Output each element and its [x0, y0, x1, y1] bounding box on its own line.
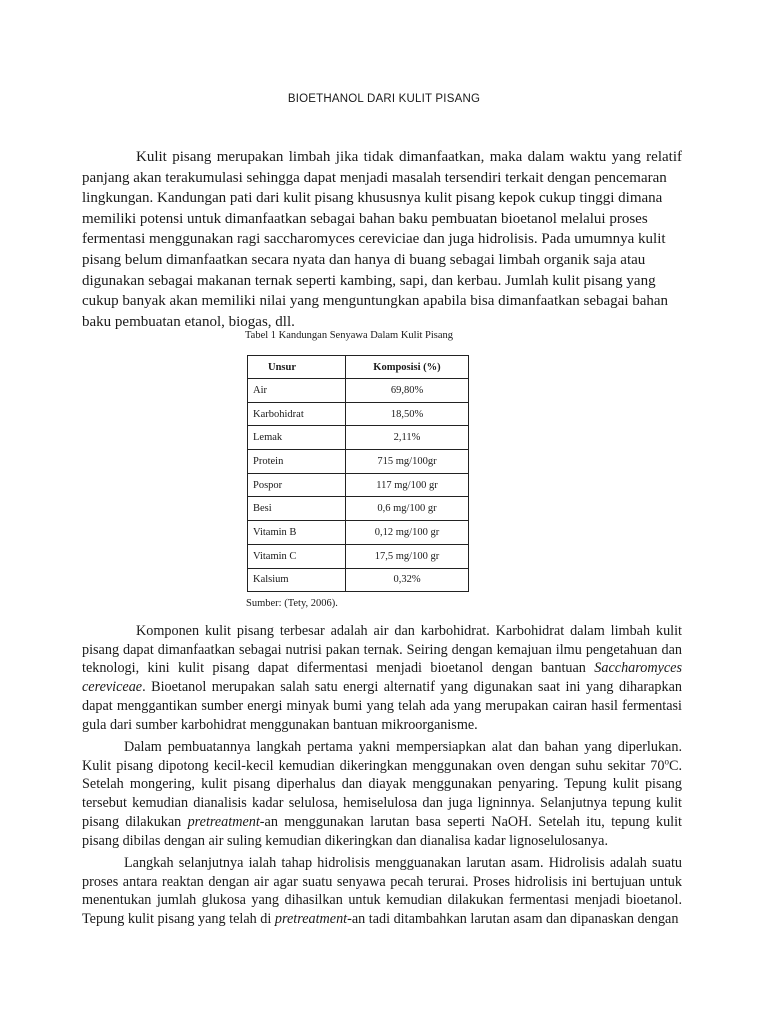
paragraph-line: lingkungan. Kandungan pati dari kulit pisang khususnya kulit pisang kepok cukup tinggi dimana — [82, 190, 663, 207]
degree-superscript: o — [664, 755, 669, 766]
table-cell-element: Vitamin B — [248, 521, 346, 545]
paragraph-preparation — [82, 738, 682, 850]
paragraph-text: . Bioetanol merupakan salah satu energi alternatif yang digunakan saat ini yang diharapkan dapat menggantikan sumber energi minyak bumi yang telah ada yang merupakan cairan hasil fermentasi gula dari sumber karbohidrat menggunakan bantuan mikroorganisme. — [82, 679, 682, 733]
table-cell-composition: 0,32% — [346, 568, 469, 592]
paragraph-line: pisang belum dimanfaatkan secara nyata dan hanya di buang sebagai limbah organik saja atau — [82, 251, 646, 268]
table-cell-element: Kalsium — [248, 568, 346, 592]
paragraph-line: Kulit pisang merupakan limbah jika tidak dimanfaatkan, maka dalam waktu yang relatif — [136, 149, 682, 165]
paragraph-components — [82, 622, 682, 734]
table-cell-composition: 18,50% — [346, 402, 469, 426]
table-cell-composition: 117 mg/100 gr — [346, 473, 469, 497]
paragraph-text: -an menggunakan larutan basa seperti NaOH. Setelah itu, tepung kulit pisang dibilas dengan air suling kemudian dikeringkan dan dianalisa kadar lignoselulosanya. — [82, 813, 682, 849]
table-source: Sumber: (Tety, 2006). — [246, 598, 338, 609]
paragraph-text: Dalam pembuatannya langkah pertama yakni mempersiapkan alat dan bahan yang diperlukan. Kulit pisang dipotong kecil-kecil kemudian dikeringkan menggunakan oven dengan suhu sekitar 70 — [82, 739, 682, 774]
table-row — [248, 450, 469, 474]
table-cell-element: Lemak — [248, 426, 346, 450]
paragraph-intro — [82, 147, 682, 332]
paragraph-italic: Saccharomyces cereviceae — [82, 660, 682, 696]
paragraph-line: memiliki potensi untuk dimanfaatkan sebagai bahan baku pembuatan bioetanol melalui proses — [82, 210, 648, 227]
table-cell-composition: 0,12 mg/100 gr — [346, 521, 469, 545]
table-row — [248, 497, 469, 521]
table-header-row — [248, 356, 469, 379]
paragraph-text: Komponen kulit pisang terbesar adalah air dan karbohidrat. Karbohidrat dalam limbah kulit pisang dapat dimanfaatkan sebagai nutrisi pakan ternak. Seiring dengan kemajuan ilmu pengetahuan dan teknologi, kini kulit pisang dapat difermentasi menjadi bioetanol dengan bantuan — [82, 623, 682, 677]
paragraph-line: panjang akan terakumulasi sehingga dapat menjadi masalah tersendiri terkait dengan pencemaran — [82, 169, 667, 186]
table-header-cell: Komposisi (%) — [346, 356, 469, 379]
table-row — [248, 521, 469, 545]
table-cell-composition: 17,5 mg/100 gr — [346, 544, 469, 568]
paragraph-line: digunakan sebagai makanan ternak seperti kambing, sapi, dan kerbau. Jumlah kulit pisang yang — [82, 272, 656, 289]
paragraph-hydrolysis — [82, 854, 682, 929]
composition-table — [247, 355, 469, 592]
table-row — [248, 544, 469, 568]
table-caption: Tabel 1 Kandungan Senyawa Dalam Kulit Pisang — [245, 330, 454, 341]
table-cell-element: Protein — [248, 450, 346, 474]
table-cell-element: Pospor — [248, 473, 346, 497]
table-cell-element: Besi — [248, 497, 346, 521]
document-title: BIOETHANOL DARI KULIT PISANG — [287, 93, 481, 105]
table-cell-composition: 715 mg/100gr — [346, 450, 469, 474]
table-cell-element: Karbohidrat — [248, 402, 346, 426]
paragraph-text: Langkah selanjutnya ialah tahap hidrolisis mengguanakan larutan asam. Hidrolisis adalah suatu proses antara reaktan dengan air agar suatu senyawa pecah terurai. Proses hidrolisis ini bertujuan untuk menentukan jumlah glukosa yang dihasilkan untuk kemudian dilakukan fermentasi menjadi bioetanol. Tepung kulit pisang yang telah di — [82, 855, 682, 928]
paragraph-italic: pretreatment — [187, 813, 260, 830]
table-row — [248, 568, 469, 592]
paragraph-line: cukup banyak akan memiliki nilai yang menguntungkan apabila bisa dimanfaatkan sebagai bahan — [82, 293, 669, 310]
paragraph-line: fermentasi menggunakan ragi saccharomyces cereviciae dan juga hidrolisis. Pada umumnya kulit — [82, 231, 666, 248]
table-row — [248, 402, 469, 426]
table-cell-composition: 2,11% — [346, 426, 469, 450]
table-cell-composition: 0,6 mg/100 gr — [346, 497, 469, 521]
paragraph-italic: pretreatment — [274, 911, 348, 928]
paragraph-text: -an tadi ditambahkan larutan asam dan dipanaskan dengan — [347, 911, 679, 928]
paragraph-line: baku pembuatan etanol, biogas, dll. — [82, 313, 295, 330]
table-row — [248, 473, 469, 497]
table-cell-element: Vitamin C — [248, 544, 346, 568]
table-row — [248, 426, 469, 450]
table-row — [248, 379, 469, 403]
table-header-cell: Unsur — [248, 356, 346, 379]
paragraph-text: C. Setelah mongering, kulit pisang diperhalus dan diayak menggunakan penyaring. Tepung kulit pisang tersebut kemudian dianalisis kadar selulosa, hemiselulosa dan juga ligninnya. Selanjutnya tepung kulit pisang dilakukan — [82, 757, 682, 830]
table-cell-element: Air — [248, 379, 346, 403]
table-cell-composition: 69,80% — [346, 379, 469, 403]
